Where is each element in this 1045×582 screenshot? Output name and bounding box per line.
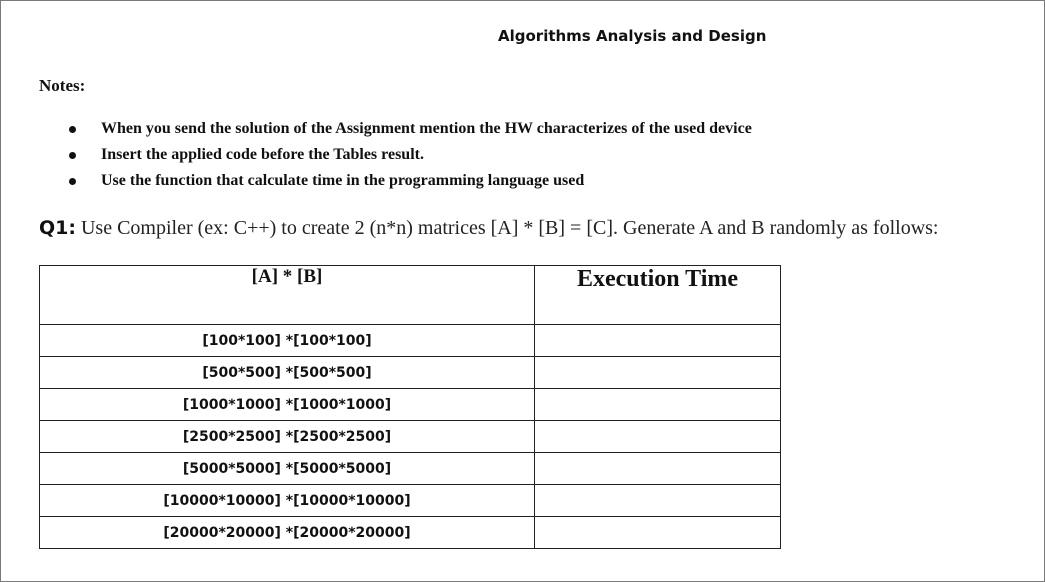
table-row [40, 357, 781, 389]
execution-time-cell [535, 485, 781, 517]
question-label: Q1: [39, 217, 76, 239]
bullet-icon [69, 152, 76, 159]
document-title: Algorithms Analysis and Design [498, 27, 767, 45]
note-text: Use the function that calculate time in the programming language used [101, 172, 585, 189]
table-row [40, 389, 781, 421]
question-q1 [39, 217, 938, 240]
matrix-size-cell: [20000*20000] *[20000*20000] [40, 517, 535, 549]
header-execution-time: Execution Time [535, 266, 781, 325]
matrix-size-cell: [5000*5000] *[5000*5000] [40, 453, 535, 485]
table-row [40, 325, 781, 357]
execution-time-cell [535, 517, 781, 549]
header-matrices: [A] * [B] [40, 266, 535, 325]
results-table [39, 265, 781, 549]
execution-time-cell [535, 453, 781, 485]
matrix-size-cell: [500*500] *[500*500] [40, 357, 535, 389]
notes-list [69, 119, 752, 197]
note-item [69, 145, 752, 171]
matrix-size-cell: [100*100] *[100*100] [40, 325, 535, 357]
table-row [40, 485, 781, 517]
execution-time-cell [535, 357, 781, 389]
execution-time-cell [535, 325, 781, 357]
table-row [40, 517, 781, 549]
execution-time-cell [535, 421, 781, 453]
bullet-icon [69, 178, 76, 185]
notes-label: Notes: [39, 76, 86, 95]
note-item [69, 171, 752, 197]
bullet-icon [69, 126, 76, 133]
note-item [69, 119, 752, 145]
matrix-size-cell: [1000*1000] *[1000*1000] [40, 389, 535, 421]
table-row [40, 421, 781, 453]
execution-time-cell [535, 389, 781, 421]
table-row [40, 453, 781, 485]
table-header-row [40, 266, 781, 325]
matrix-size-cell: [10000*10000] *[10000*10000] [40, 485, 535, 517]
matrix-size-cell: [2500*2500] *[2500*2500] [40, 421, 535, 453]
question-text: Use Compiler (ex: C++) to create 2 (n*n) matrices [A] * [B] = [C]. Generate A and B randomly as follows: [75, 217, 939, 239]
note-text: Insert the applied code before the Tables result. [101, 146, 424, 163]
note-text: When you send the solution of the Assignment mention the HW characterizes of the used device [101, 120, 752, 137]
